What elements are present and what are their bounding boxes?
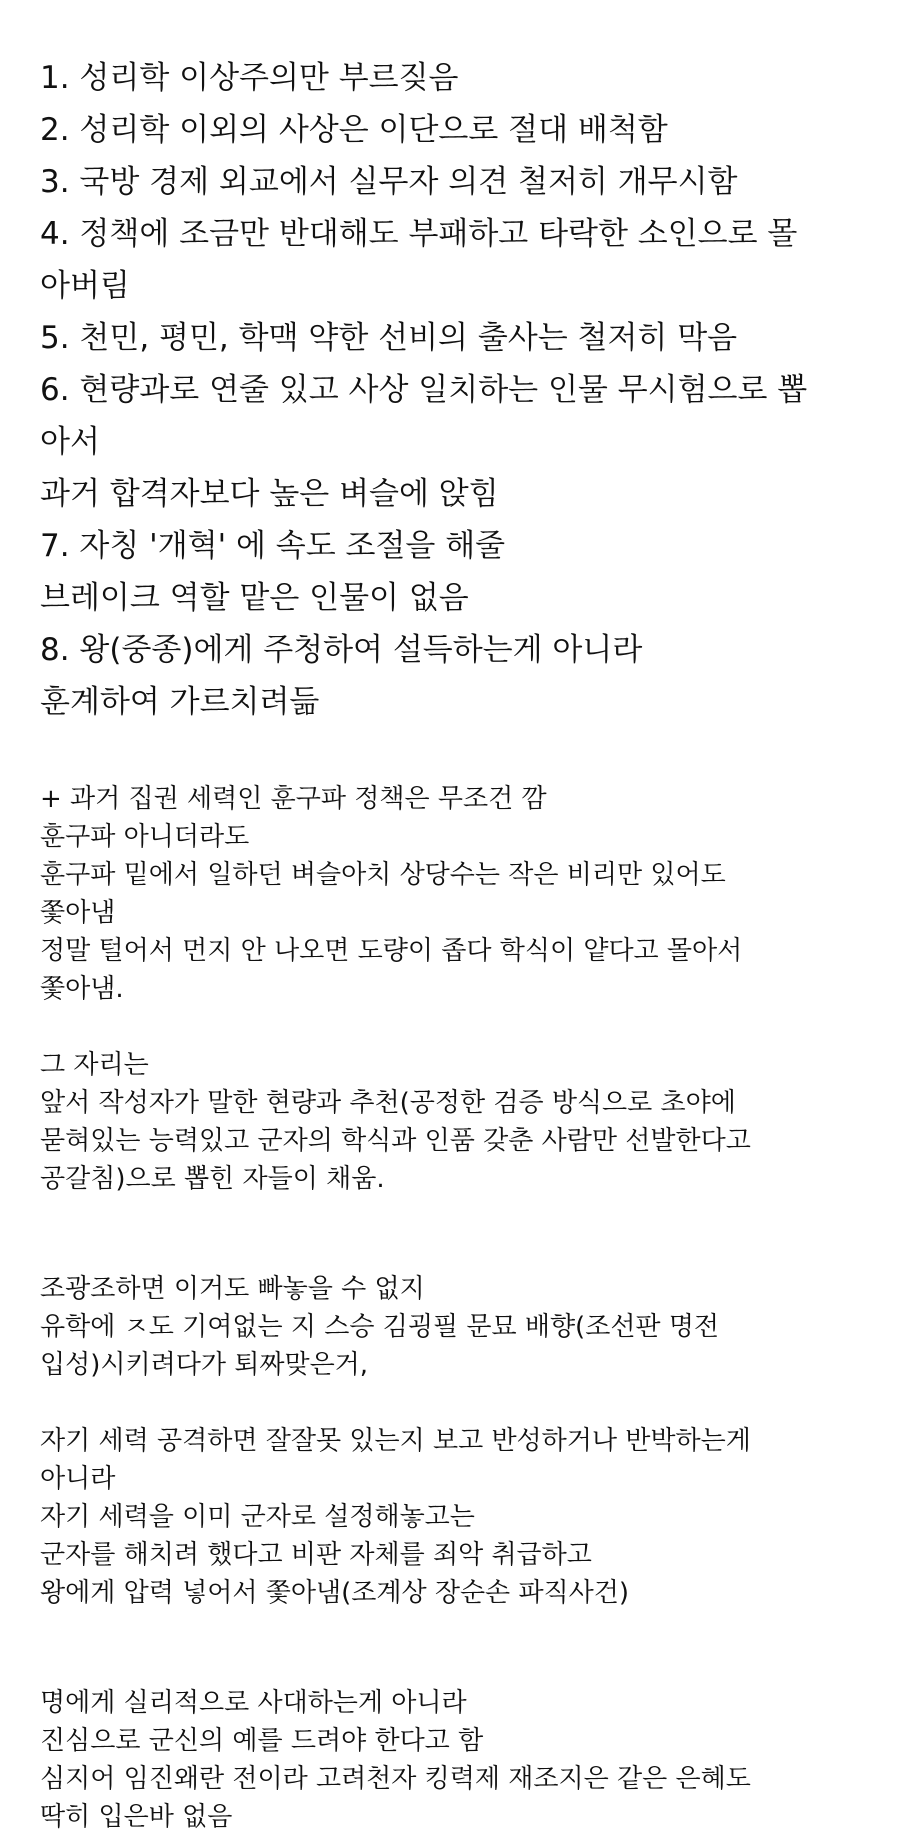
list-line: 2. 성리학 이외의 사상은 이단으로 절대 배척함 [40, 112, 668, 148]
list-line: 5. 천민, 평민, 학맥 약한 선비의 출사는 철저히 막음 [40, 320, 738, 356]
paragraph-line: 자기 세력 공격하면 잘잘못 있는지 보고 반성하거나 반박하는게 [40, 1426, 751, 1456]
paragraph-line: 쫓아냄 [40, 898, 116, 928]
spacer [40, 1008, 890, 1046]
paragraph-line: 훈구파 밑에서 일하던 벼슬아치 상당수는 작은 비리만 있어도 [40, 860, 726, 890]
spacer [40, 1384, 890, 1422]
paragraph-line: 정말 털어서 먼지 안 나오면 도량이 좁다 학식이 얕다고 몰아서 [40, 936, 743, 966]
paragraph-line: 공갈침)으로 뽑힌 자들이 채움. [40, 1164, 385, 1194]
list-line: 6. 현량과로 연줄 있고 사상 일치하는 인물 무시험으로 뽑 [40, 372, 808, 408]
paragraph-line: + 과거 집권 세력인 훈구파 정책은 무조건 깜 [40, 784, 547, 814]
list-line: 8. 왕(중종)에게 주청하여 설득하는게 아니라 [40, 632, 643, 668]
paragraph-line: 그 자리는 [40, 1050, 149, 1080]
paragraph-ming [40, 1684, 890, 1836]
paragraph-line: 심지어 임진왜란 전이라 고려천자 킹력제 재조지은 같은 은혜도 [40, 1764, 751, 1794]
document-body [40, 52, 890, 1836]
paragraph-line: 앞서 작성자가 말한 현량과 추천(공정한 검증 방식으로 초야에 [40, 1088, 736, 1118]
paragraph-line: 쫓아냄. [40, 974, 124, 1004]
paragraph-line: 명에게 실리적으로 사대하는게 아니라 [40, 1688, 467, 1718]
paragraph-criticism [40, 1422, 890, 1612]
paragraph-line: 군자를 해치려 했다고 비판 자체를 죄악 취급하고 [40, 1540, 592, 1570]
spacer [40, 1198, 890, 1270]
paragraph-line: 유학에 ㅈ도 기여없는 지 스승 김굉필 문묘 배향(조선판 명전 [40, 1312, 720, 1342]
list-line: 과거 합격자보다 높은 벼슬에 앉힘 [40, 476, 499, 512]
list-line: 1. 성리학 이상주의만 부르짖음 [40, 60, 459, 96]
list-line: 아서 [40, 424, 100, 460]
paragraph-replacement [40, 1046, 890, 1198]
paragraph-line: 아니라 [40, 1464, 116, 1494]
list-line: 7. 자칭 '개혁' 에 속도 조절을 해줄 [40, 528, 506, 564]
list-line: 아버림 [40, 268, 130, 304]
paragraph-line: 조광조하면 이거도 빠놓을 수 없지 [40, 1274, 425, 1304]
paragraph-line: 묻혀있는 능력있고 군자의 학식과 인품 갖춘 사람만 선발한다고 [40, 1126, 751, 1156]
numbered-list [40, 52, 890, 728]
spacer [40, 728, 890, 780]
paragraph-munmyo [40, 1270, 890, 1384]
list-line: 훈계하여 가르치려듦 [40, 684, 320, 720]
paragraph-hungu-policy [40, 780, 890, 1008]
spacer [40, 1612, 890, 1684]
paragraph-line: 훈구파 아니더라도 [40, 822, 250, 852]
paragraph-line: 입성)시키려다가 퇴짜맞은거, [40, 1350, 369, 1380]
paragraph-line: 딱히 입은바 없음 [40, 1802, 233, 1832]
paragraph-line: 왕에게 압력 넣어서 쫓아냄(조계상 장순손 파직사건) [40, 1578, 630, 1608]
list-line: 브레이크 역할 맡은 인물이 없음 [40, 580, 469, 616]
list-line: 3. 국방 경제 외교에서 실무자 의견 철저히 개무시함 [40, 164, 738, 200]
list-line: 4. 정책에 조금만 반대해도 부패하고 타락한 소인으로 몰 [40, 216, 798, 252]
paragraph-line: 자기 세력을 이미 군자로 설정해놓고는 [40, 1502, 475, 1532]
paragraph-line: 진심으로 군신의 예를 드려야 한다고 함 [40, 1726, 484, 1756]
